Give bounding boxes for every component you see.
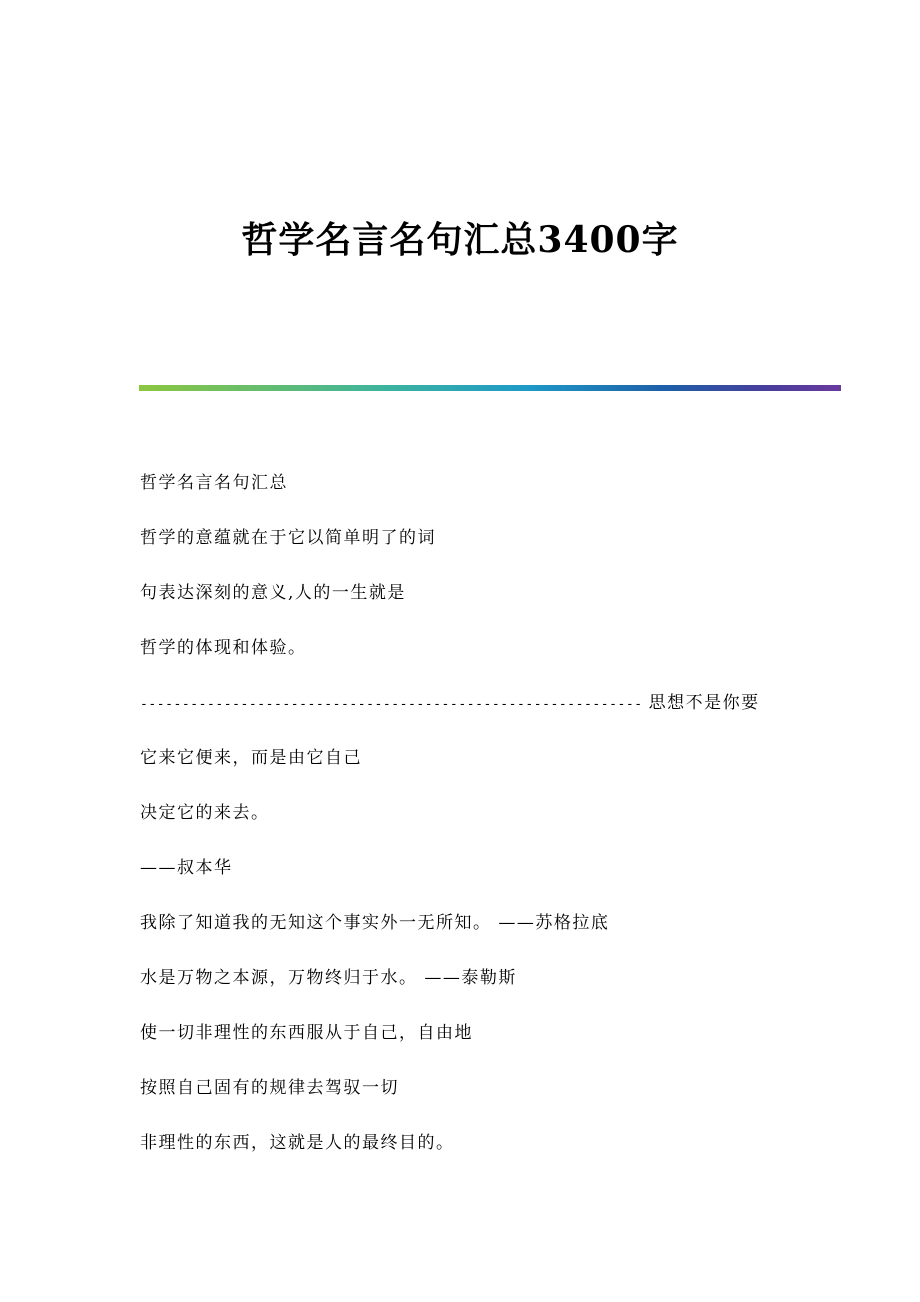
text-line: 思想不是你要	[648, 693, 760, 713]
text-line: ——叔本华	[140, 858, 233, 878]
text-line: 哲学的体现和体验。	[140, 638, 307, 658]
text-line: 按照自己固有的规律去驾驭一切	[140, 1078, 399, 1098]
document-title: 哲学名言名句汇总3400字	[241, 219, 679, 261]
text-line: 我除了知道我的无知这个事实外一无所知。 ——苏格拉底	[140, 913, 610, 933]
dash-separator: ------------------------------------------------------------	[140, 697, 643, 712]
text-line: 哲学名言名句汇总	[140, 473, 288, 493]
document-body	[140, 468, 840, 1183]
text-line: 句表达深刻的意义,人的一生就是	[140, 583, 406, 603]
title-divider	[139, 385, 841, 391]
text-line: 哲学的意蕴就在于它以简单明了的词	[140, 528, 436, 548]
dash-separator-line	[140, 688, 840, 718]
text-line: 它来它便来，而是由它自己	[140, 748, 362, 768]
text-line: 使一切非理性的东西服从于自己，自由地	[140, 1023, 473, 1043]
text-line: 水是万物之本源，万物终归于水。 ——泰勒斯	[140, 968, 517, 988]
text-line: 非理性的东西，这就是人的最终目的。	[140, 1133, 455, 1153]
text-line: 决定它的来去。	[140, 803, 270, 823]
